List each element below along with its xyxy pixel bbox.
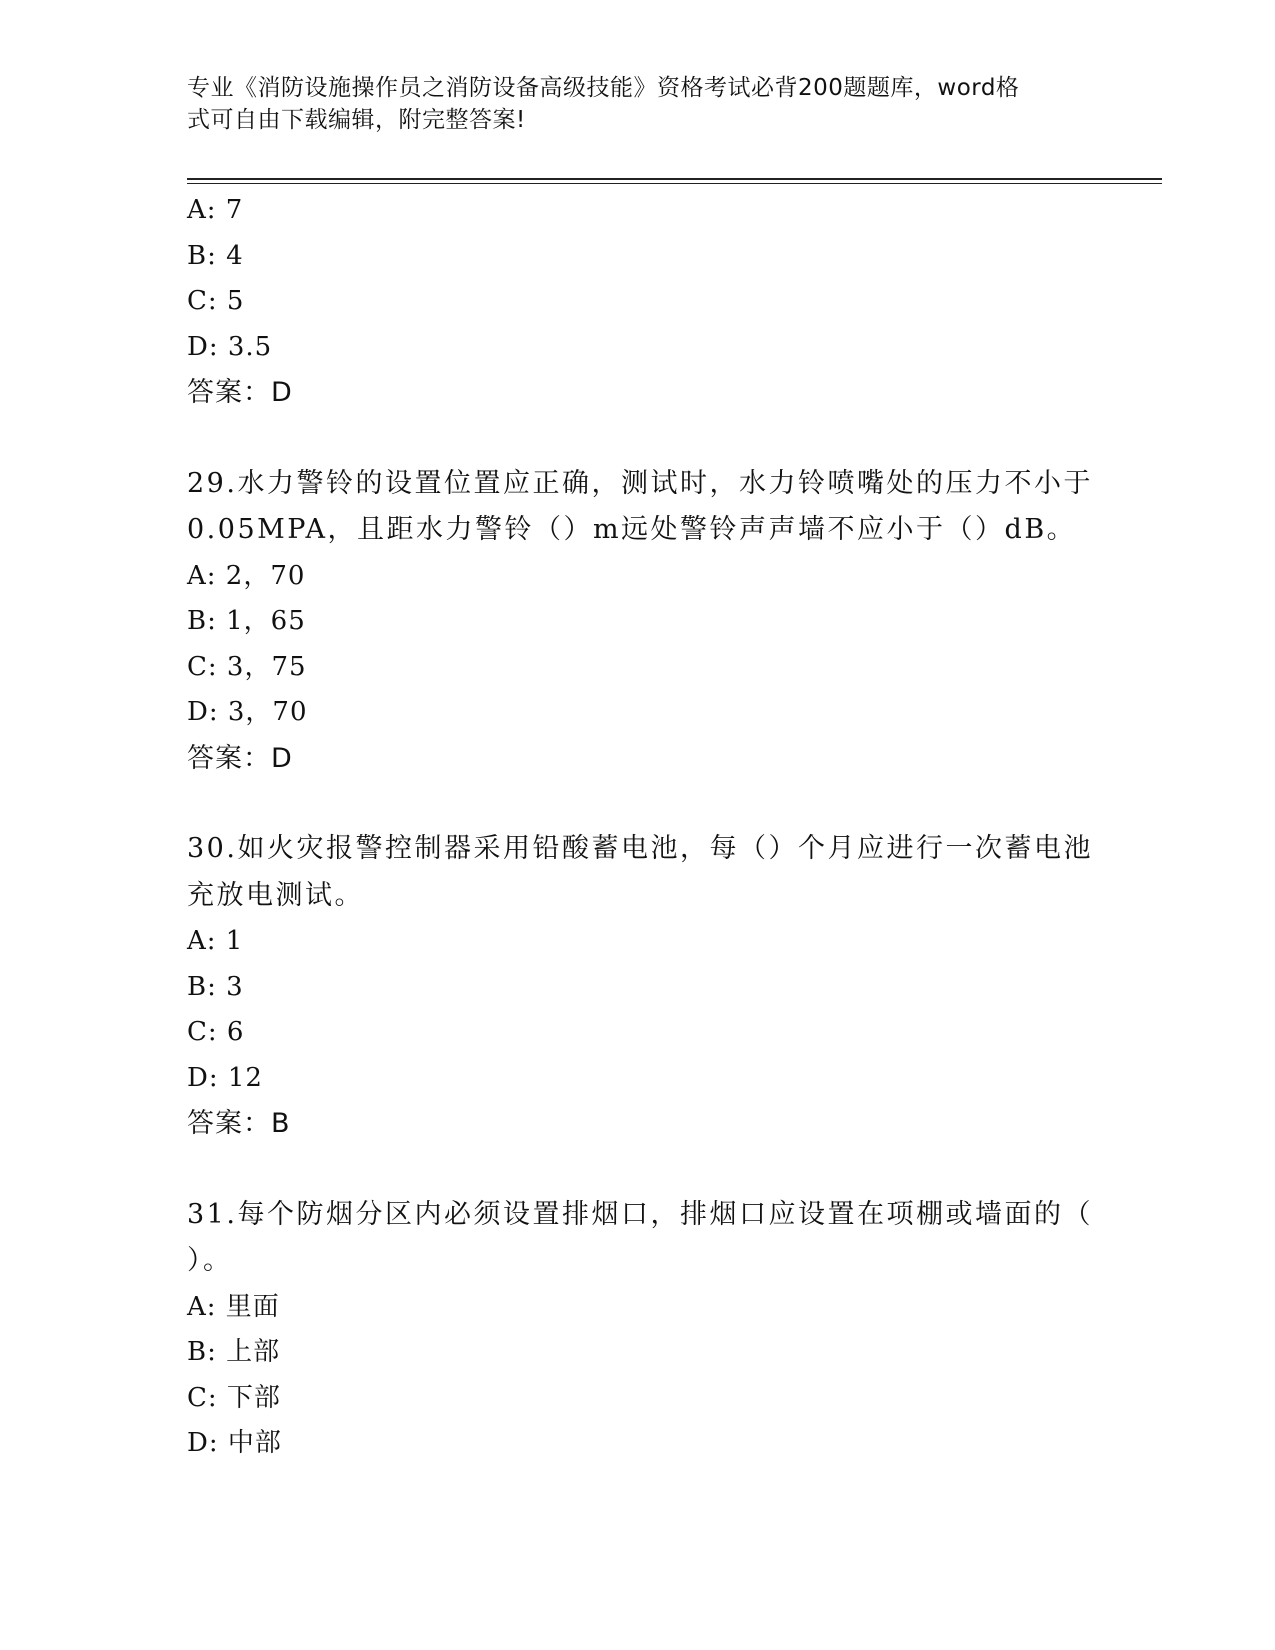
option-a: A: 7 [187, 195, 244, 225]
question-29 [187, 461, 1093, 782]
spacer [187, 416, 1087, 461]
question-text-line-1: 29.水力警铃的设置位置应正确，测试时，水力铃喷嘴处的压力不小于 [187, 467, 1093, 499]
answer-line: 答案：B [187, 1108, 291, 1139]
question-text-line-1: 30.如火灾报警控制器采用铅酸蓄电池，每（）个月应进行一次蓄电池 [187, 833, 1093, 864]
option-d: D: 3.5 [187, 331, 273, 362]
spacer [187, 781, 1087, 826]
header-line-1: 专业《消防设施操作员之消防设备高级技能》资格考试必背200题题库，word格 [187, 75, 1020, 101]
option-d: D: 12 [187, 1062, 263, 1093]
question-28-tail [187, 188, 1087, 416]
document-header [187, 72, 1077, 136]
option-b: B: 上部 [187, 1337, 281, 1367]
question-text-line-1: 31.每个防烟分区内必须设置排烟口，排烟口应设置在项棚或墙面的（ [187, 1198, 1093, 1230]
header-divider-thick [187, 178, 1162, 180]
question-text-line-2: 0.05MPA，且距水力警铃（）m远处警铃声声墙不应小于（）dB。 [187, 514, 1077, 545]
option-c: C: 3，75 [187, 651, 307, 682]
header-line-2: 式可自由下载编辑，附完整答案! [187, 107, 526, 133]
option-c: C: 6 [187, 1017, 245, 1047]
option-a: A: 里面 [187, 1291, 280, 1322]
option-d: D: 3，70 [187, 697, 308, 727]
answer-line: 答案：D [187, 377, 293, 408]
option-c: C: 5 [187, 286, 245, 316]
spacer [187, 1147, 1087, 1192]
option-b: B: 3 [187, 971, 244, 1002]
question-30 [187, 826, 1093, 1147]
option-a: A: 1 [187, 926, 244, 956]
header-divider-thin [187, 183, 1162, 184]
answer-line: 答案：D [187, 742, 293, 774]
option-a: A: 2，70 [187, 560, 306, 591]
question-list [187, 188, 1093, 1467]
option-b: B: 1，65 [187, 606, 306, 636]
question-31 [187, 1192, 1093, 1467]
option-b: B: 4 [187, 240, 244, 271]
option-c: C: 下部 [187, 1382, 281, 1413]
option-d: D: 中部 [187, 1428, 282, 1458]
question-text-line-2: ）。 [187, 1245, 233, 1276]
question-text-line-2: 充放电测试。 [187, 879, 364, 911]
